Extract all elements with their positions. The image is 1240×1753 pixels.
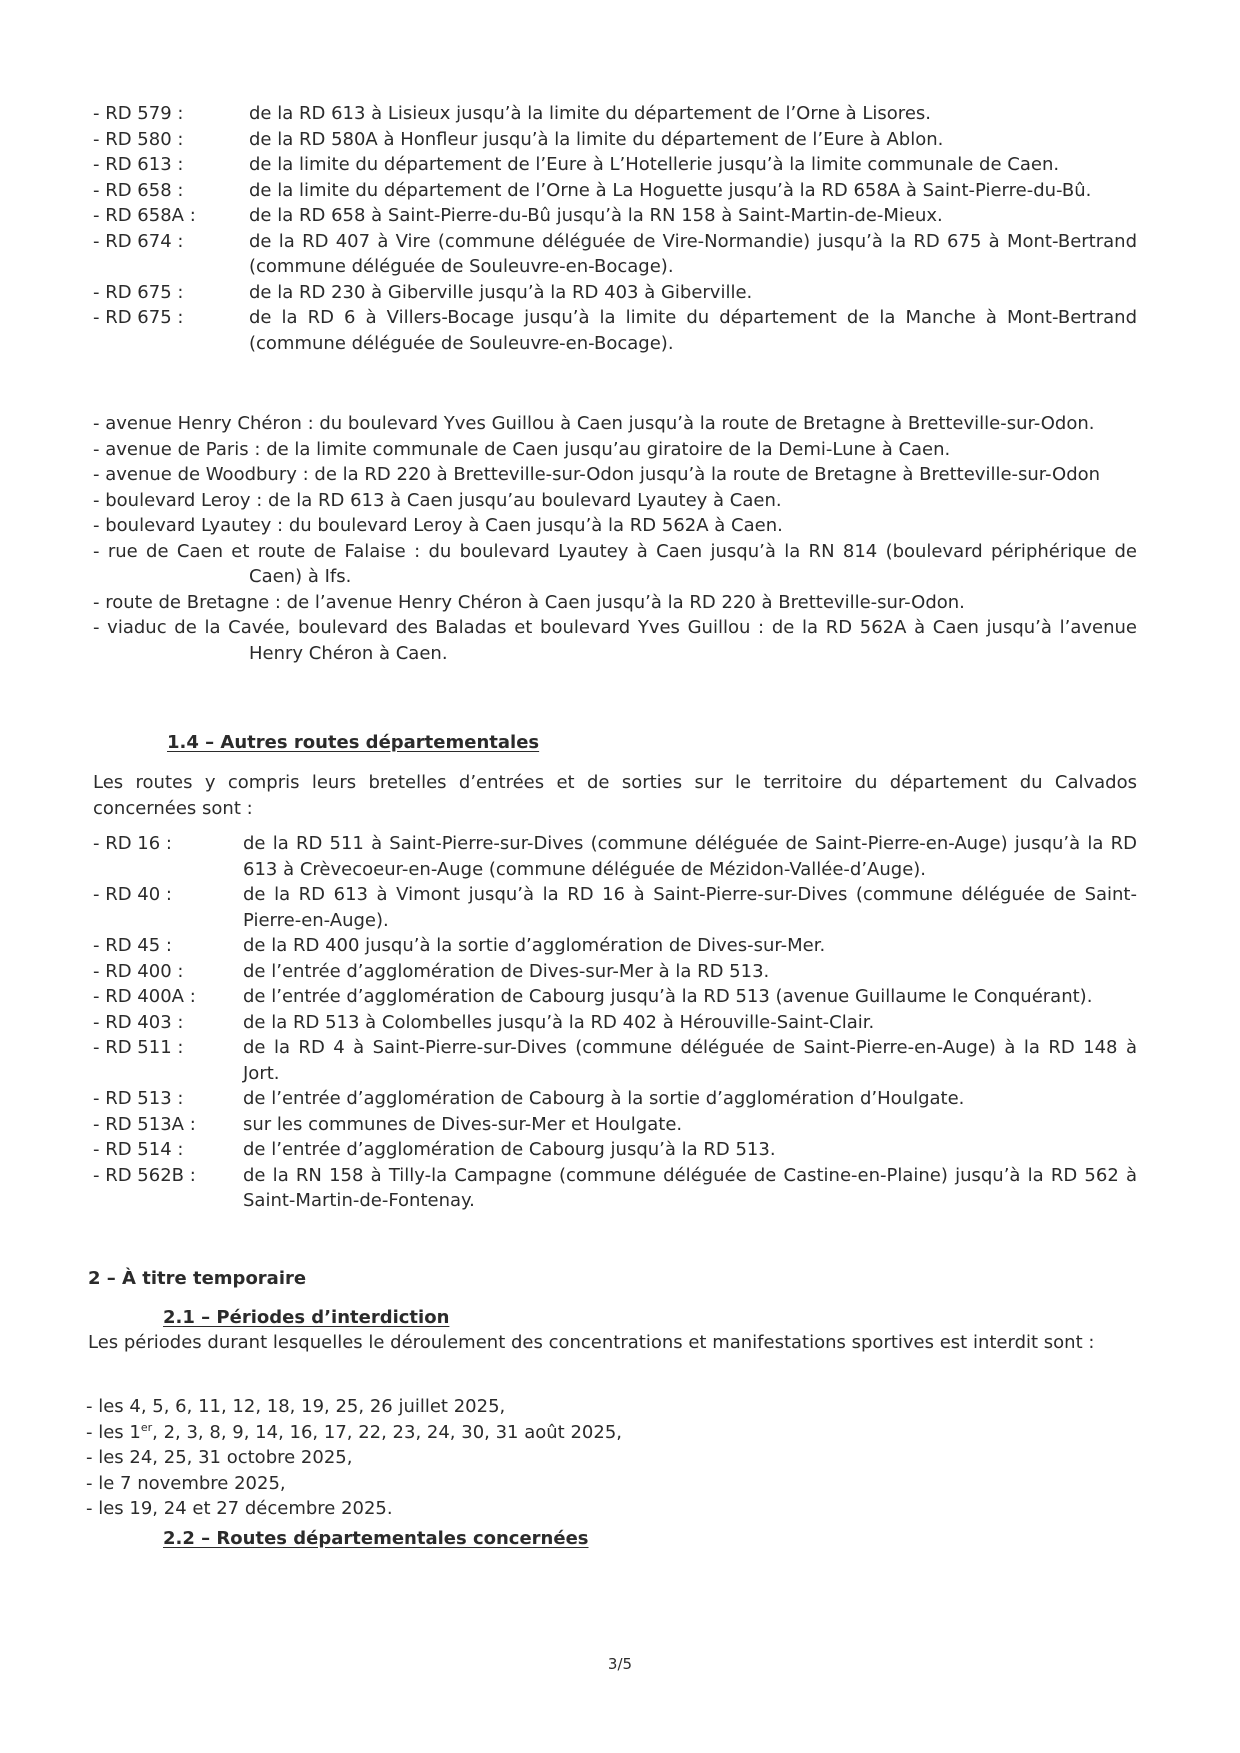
route-description: de la RD 580A à Honfleur jusqu’à la limite du département de l’Eure à Ablon. bbox=[249, 128, 944, 150]
route-label: - RD 514 : bbox=[93, 1139, 184, 1160]
list-item bbox=[93, 539, 1137, 590]
list-item bbox=[93, 984, 1137, 1010]
date-december: - les 19, 24 et 27 décembre 2025. bbox=[86, 1498, 393, 1519]
route-description: de la RD 511 à Saint-Pierre-sur-Dives (commune déléguée de Saint-Pierre-en-Auge) jusqu’à la RD 613 à Crèvecoeur-en-Auge (commune déléguée de Mézidon-Vallée-d’Auge). bbox=[243, 833, 1137, 880]
street-description: de l’avenue Henry Chéron à Caen jusqu’à la RD 220 à Bretteville-sur-Odon. bbox=[286, 591, 965, 613]
list-item bbox=[93, 411, 1137, 437]
list-item bbox=[93, 882, 1137, 933]
route-description: de la RN 158 à Tilly-la Campagne (commune déléguée de Castine-en-Plaine) jusqu’à la RD 562 à Saint-Martin-de-Fontenay. bbox=[243, 1164, 1137, 1211]
street-name: - rue de Caen et route de Falaise : bbox=[93, 540, 421, 562]
route-label: - RD 674 : bbox=[93, 230, 184, 252]
list-item bbox=[93, 1163, 1137, 1214]
street-description: de la RD 220 à Bretteville-sur-Odon jusqu’à la route de Bretagne à Bretteville-sur-Odon bbox=[314, 464, 1101, 485]
route-description: de la RD 613 à Lisieux jusqu’à la limite du département de l’Orne à Lisores. bbox=[249, 103, 931, 124]
street-description: du boulevard Yves Guillou à Caen jusqu’à la route de Bretagne à Bretteville-sur-Odon. bbox=[319, 413, 1095, 434]
route-description: de l’entrée d’agglomération de Cabourg jusqu’à la RD 513. bbox=[243, 1139, 776, 1160]
date-august-prefix: - les 1 bbox=[86, 1421, 141, 1443]
street-name: - boulevard Lyautey : bbox=[93, 515, 284, 536]
list-item bbox=[93, 1086, 1137, 1112]
street-name: - route de Bretagne : bbox=[93, 591, 281, 613]
street-name: - avenue Henry Chéron : bbox=[93, 413, 314, 434]
date-october: - les 24, 25, 31 octobre 2025, bbox=[86, 1447, 353, 1468]
list-item bbox=[93, 178, 1137, 204]
list-item bbox=[93, 831, 1137, 882]
route-label: - RD 658 : bbox=[93, 179, 184, 201]
list-item bbox=[93, 152, 1137, 178]
route-label: - RD 580 : bbox=[93, 128, 184, 150]
route-description: de la RD 6 à Villers-Bocage jusqu’à la limite du département de la Manche à Mont-Bertrand (commune déléguée de Souleuvre-en-Bocage). bbox=[249, 307, 1137, 354]
route-label: - RD 675 : bbox=[93, 281, 184, 303]
route-label: - RD 511 : bbox=[93, 1037, 184, 1058]
route-label: - RD 658A : bbox=[93, 205, 196, 226]
list-item bbox=[93, 127, 1137, 153]
date-august-sup: er bbox=[140, 1420, 153, 1434]
route-description: sur les communes de Dives-sur-Mer et Houlgate. bbox=[243, 1113, 683, 1135]
route-description: de la RD 400 jusqu’à la sortie d’agglomération de Dives-sur-Mer. bbox=[243, 935, 826, 956]
list-item bbox=[93, 590, 1137, 616]
section-2-1-title: 2.1 – Périodes d’interdiction bbox=[163, 1307, 450, 1328]
street-description: de la RD 562A à Caen jusqu’à l’avenue Henry Chéron à Caen. bbox=[249, 617, 1137, 664]
list-item bbox=[93, 437, 1137, 463]
section-2-2-title: 2.2 – Routes départementales concernées bbox=[163, 1528, 589, 1549]
section-1-4-intro: Les routes y compris leurs bretelles d’entrées et de sorties sur le territoire du département du Calvados concernées sont : bbox=[93, 772, 1137, 819]
route-label: - RD 40 : bbox=[93, 884, 172, 905]
route-description: de la RD 230 à Giberville jusqu’à la RD 403 à Giberville. bbox=[249, 281, 753, 303]
list-item bbox=[93, 615, 1137, 666]
street-name: - avenue de Paris : bbox=[93, 438, 261, 460]
list-item bbox=[93, 933, 1137, 959]
section-2-title: 2 – À titre temporaire bbox=[88, 1268, 307, 1289]
list-item bbox=[93, 101, 1137, 127]
route-label: - RD 400 : bbox=[93, 960, 184, 982]
route-description: de l’entrée d’agglomération de Dives-sur-Mer à la RD 513. bbox=[243, 960, 770, 982]
route-label: - RD 400A : bbox=[93, 986, 196, 1007]
list-item bbox=[93, 488, 1137, 514]
street-name: - avenue de Woodbury : bbox=[93, 464, 309, 485]
route-description: de la limite du département de l’Eure à L’Hotellerie jusqu’à la limite communale de Caen. bbox=[249, 154, 1060, 175]
section-2-1-intro: Les périodes durant lesquelles le déroulement des concentrations et manifestations sportives est interdit sont : bbox=[88, 1332, 1095, 1353]
list-item bbox=[93, 305, 1137, 356]
street-description: du boulevard Lyautey à Caen jusqu’à la RN 814 (boulevard périphérique de Caen) à Ifs. bbox=[249, 540, 1137, 587]
route-list-other bbox=[93, 831, 1137, 1214]
route-label: - RD 613 : bbox=[93, 154, 184, 175]
route-label: - RD 579 : bbox=[93, 103, 184, 124]
list-item bbox=[93, 959, 1137, 985]
list-item bbox=[93, 513, 1137, 539]
route-description: de la RD 407 à Vire (commune déléguée de Vire-Normandie) jusqu’à la RD 675 à Mont-Bertrand (commune déléguée de Souleuvre-en-Bocage). bbox=[249, 230, 1137, 277]
list-item bbox=[93, 280, 1137, 306]
page-number: 3/5 bbox=[607, 1655, 633, 1673]
list-item bbox=[93, 229, 1137, 280]
list-item bbox=[93, 1137, 1137, 1163]
route-description: de la limite du département de l’Orne à La Hoguette jusqu’à la RD 658A à Saint-Pierre-du-Bû. bbox=[249, 179, 1092, 201]
list-item bbox=[93, 1010, 1137, 1036]
route-description: de l’entrée d’agglomération de Cabourg à la sortie d’agglomération d’Houlgate. bbox=[243, 1088, 965, 1109]
list-item bbox=[93, 203, 1137, 229]
route-label: - RD 45 : bbox=[93, 935, 172, 956]
route-description: de la RD 658 à Saint-Pierre-du-Bû jusqu’à la RN 158 à Saint-Martin-de-Mieux. bbox=[249, 205, 943, 226]
route-description: de la RD 613 à Vimont jusqu’à la RD 16 à Saint-Pierre-sur-Dives (commune déléguée de Saint-Pierre-en-Auge). bbox=[243, 884, 1137, 931]
list-item bbox=[93, 1035, 1137, 1086]
route-label: - RD 675 : bbox=[93, 307, 184, 328]
date-august-rest: , 2, 3, 8, 9, 14, 16, 17, 22, 23, 24, 30, 31 août 2025, bbox=[152, 1421, 622, 1443]
section-1-4-title: 1.4 – Autres routes départementales bbox=[167, 732, 540, 753]
route-label: - RD 16 : bbox=[93, 833, 172, 854]
street-list bbox=[93, 411, 1137, 666]
route-label: - RD 403 : bbox=[93, 1011, 184, 1033]
street-description: du boulevard Leroy à Caen jusqu’à la RD 562A à Caen. bbox=[288, 515, 783, 536]
street-name: - viaduc de la Cavée, boulevard des Baladas et boulevard Yves Guillou : bbox=[93, 617, 765, 638]
date-july: - les 4, 5, 6, 11, 12, 18, 19, 25, 26 juillet 2025, bbox=[86, 1396, 506, 1417]
route-description: de l’entrée d’agglomération de Cabourg jusqu’à la RD 513 (avenue Guillaume le Conquérant). bbox=[243, 986, 1093, 1007]
route-list-main bbox=[93, 101, 1137, 356]
route-description: de la RD 513 à Colombelles jusqu’à la RD 402 à Hérouville-Saint-Clair. bbox=[243, 1011, 875, 1033]
street-description: de la limite communale de Caen jusqu’au giratoire de la Demi-Lune à Caen. bbox=[266, 438, 951, 460]
street-name: - boulevard Leroy : bbox=[93, 489, 263, 511]
street-description: de la RD 613 à Caen jusqu’au boulevard Lyautey à Caen. bbox=[268, 489, 782, 511]
route-label: - RD 513A : bbox=[93, 1113, 196, 1135]
date-november: - le 7 novembre 2025, bbox=[86, 1472, 286, 1494]
interdiction-dates bbox=[86, 1394, 1086, 1522]
route-label: - RD 562B : bbox=[93, 1164, 196, 1186]
route-description: de la RD 4 à Saint-Pierre-sur-Dives (commune déléguée de Saint-Pierre-en-Auge) à la RD 148 à Jort. bbox=[243, 1037, 1137, 1084]
route-label: - RD 513 : bbox=[93, 1088, 184, 1109]
date-august bbox=[86, 1420, 1086, 1446]
list-item bbox=[93, 462, 1137, 488]
list-item bbox=[93, 1112, 1137, 1138]
